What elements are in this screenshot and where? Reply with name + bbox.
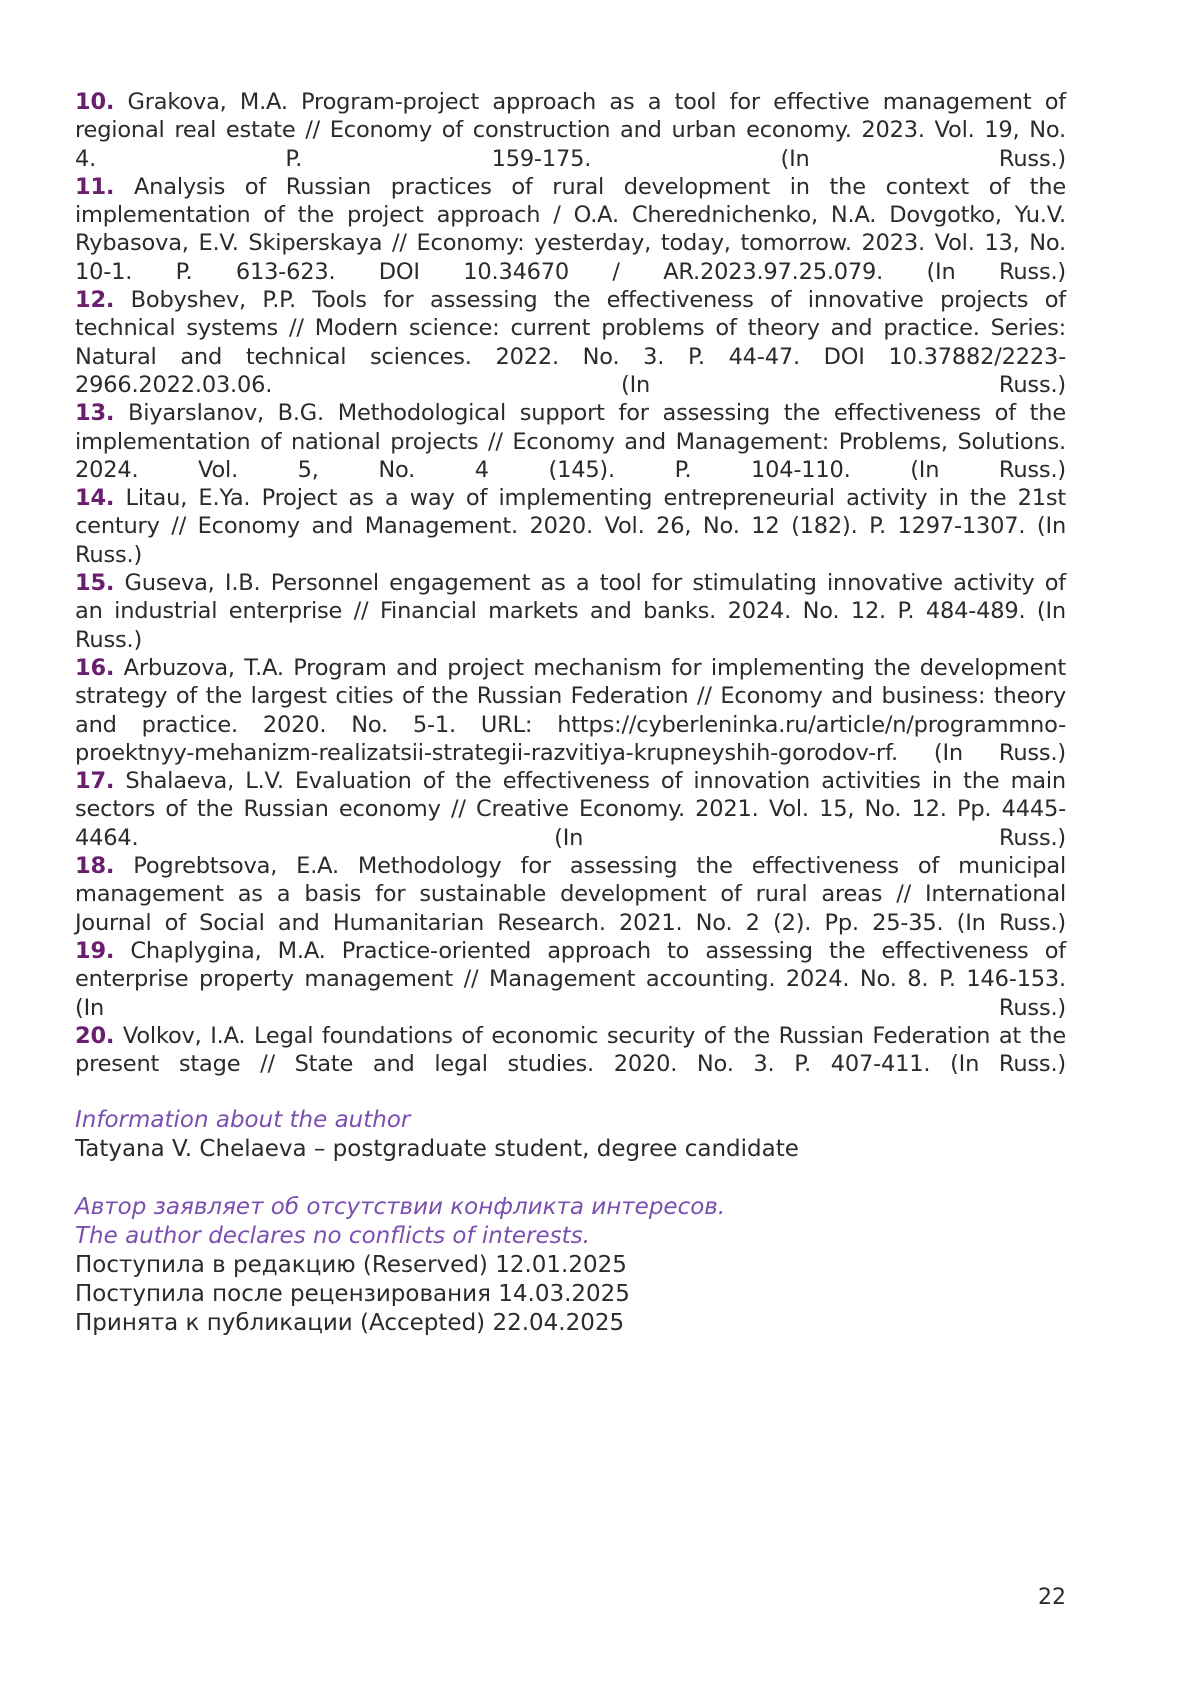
- reference-text: Guseva, I.B. Personnel engagement as a tool for stimulating innovative activity of an industrial enterprise // Financial markets and banks. 2024. No. 12. P. 484-489. (In Russ.): [75, 570, 1066, 653]
- reference-text: Litau, E.Ya. Project as a way of implementing entrepreneurial activity in the 21st century // Economy and Management. 2020. Vol. 26, No. 12 (182). P. 1297-1307. (In Russ.): [75, 485, 1067, 568]
- reference-text: Shalaeva, L.V. Evaluation of the effectiveness of innovation activities in the main sectors of the Russian economy // Creative Economy. 2021. Vol. 15, No. 12. Pp. 4445-4464. (In Russ.): [75, 768, 1066, 851]
- conflict-statement-ru: Автор заявляет об отсутствии конфликта интересов.: [75, 1194, 726, 1220]
- reference-item: [75, 654, 1066, 767]
- reference-item: [75, 937, 1066, 1022]
- reference-number: 16.: [75, 654, 115, 681]
- reviewed-date: Поступила после рецензирования 14.03.2025: [75, 1281, 630, 1307]
- spacer: [75, 1164, 1066, 1193]
- reference-number: 10.: [75, 89, 115, 115]
- reference-number: 19.: [75, 937, 115, 964]
- reference-item: [75, 88, 1066, 173]
- reference-list: [75, 88, 1066, 1078]
- reference-number: 14.: [75, 485, 115, 512]
- reference-text: Arbuzova, T.A. Program and project mechanism for implementing the development strategy of the largest cities of the Russian Federation // Economy and business: theory and practice. 2020. No. 5-1. URL: https://cyberleninka.ru/article/n/programmno-proektnyy-mehanizm-realizatsii-strategii-razvitiya-krupneyshih-gorodov-rf. (In Russ.): [75, 654, 1067, 766]
- reference-item: [75, 286, 1066, 399]
- reference-item: [75, 399, 1066, 484]
- author-info-line: Tatyana V. Chelaeva – postgraduate student, degree candidate: [75, 1136, 799, 1162]
- reference-number: 15.: [75, 570, 115, 597]
- reference-item: [75, 852, 1066, 937]
- reference-item: [75, 173, 1066, 286]
- reference-item: [75, 569, 1066, 654]
- reference-number: 13.: [75, 400, 115, 427]
- accepted-date: Принята к публикации (Accepted) 22.04.2025: [75, 1310, 625, 1336]
- reference-number: 12.: [75, 287, 115, 314]
- reference-item: [75, 767, 1066, 852]
- reference-text: Volkov, I.A. Legal foundations of economic security of the Russian Federation at the present stage // State and legal studies. 2020. No. 3. P. 407-411. (In Russ.): [75, 1022, 1066, 1078]
- reference-item: [75, 1022, 1066, 1079]
- reference-text: Pogrebtsova, E.A. Methodology for assessing the effectiveness of municipal management as a basis for sustainable development of rural areas // International Journal of Social and Humanitarian Research. 2021. No. 2 (2). Pp. 25-35. (In Russ.): [75, 853, 1067, 936]
- page-number: 22: [1038, 1585, 1066, 1610]
- author-info-section: [75, 1106, 1066, 1338]
- reference-text: Biyarslanov, B.G. Methodological support for assessing the effectiveness of the implementation of national projects // Economy and Management: Problems, Solutions. 2024. Vol. 5, No. 4 (145). P. 104-110. (In Russ.): [75, 400, 1066, 483]
- reference-number: 20.: [75, 1022, 115, 1049]
- reference-text: Grakova, M.A. Program-project approach as a tool for effective management of regional real estate // Economy of construction and urban economy. 2023. Vol. 19, No. 4. P. 159-175. (In Russ.): [75, 89, 1066, 172]
- reference-text: Analysis of Russian practices of rural development in the context of the implementation of the project approach / O.A. Cherednichenko, N.A. Dovgotko, Yu.V. Rybasova, E.V. Skiperskaya // Economy: yesterday, today, tomorrow. 2023. Vol. 13, No. 10-1. P. 613-623. DOI 10.34670 / AR.2023.97.25.079. (In Russ.): [75, 173, 1067, 285]
- reference-list-section: [75, 88, 1066, 1078]
- reference-number: 11.: [75, 173, 115, 200]
- reference-text: Chaplygina, M.A. Practice-oriented approach to assessing the effectiveness of enterprise property management // Management accounting. 2024. No. 8. P. 146-153. (In Russ.): [75, 937, 1066, 1021]
- reference-number: 18.: [75, 853, 115, 880]
- reference-number: 17.: [75, 768, 115, 795]
- conflict-statement-en: The author declares no conflicts of interests.: [75, 1223, 590, 1249]
- reference-item: [75, 484, 1066, 569]
- received-date: Поступила в редакцию (Reserved) 12.01.2025: [75, 1252, 627, 1278]
- reference-text: Bobyshev, P.P. Tools for assessing the effectiveness of innovative projects of technical systems // Modern science: current problems of theory and practice. Series: Natural and technical sciences. 2022. No. 3. P. 44-47. DOI 10.37882/2223-2966.2022.03.06. (In Russ.): [75, 287, 1066, 398]
- author-info-heading: Information about the author: [75, 1107, 411, 1133]
